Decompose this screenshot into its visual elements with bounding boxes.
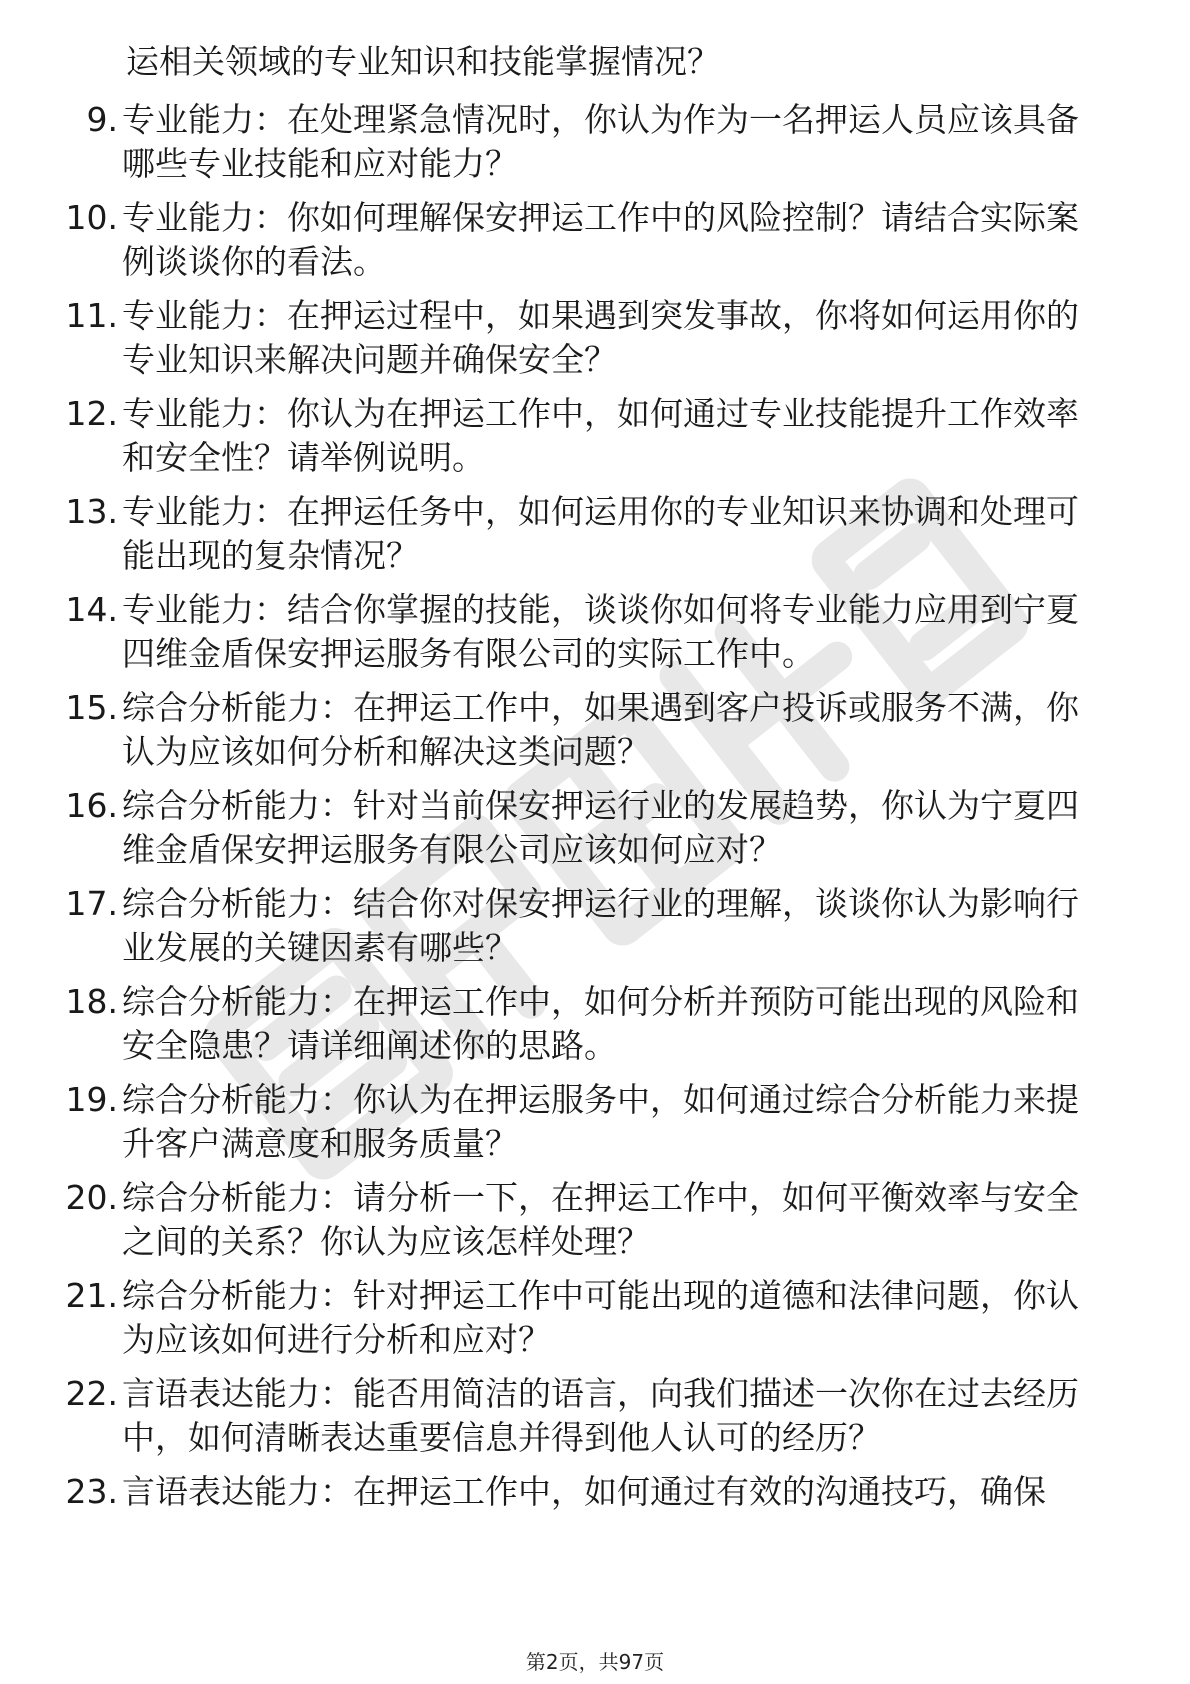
page-content	[0, 40, 1190, 1568]
question-text: 专业能力：在处理紧急情况时，你认为作为一名押运人员应该具备哪些专业技能和应对能力？	[122, 100, 1079, 183]
question-number: 9.	[86, 100, 118, 139]
question-text: 综合分析能力：你认为在押运服务中，如何通过综合分析能力来提升客户满意度和服务质量？	[122, 1080, 1079, 1163]
question-number: 16.	[65, 786, 118, 825]
question-item	[0, 98, 1190, 184]
question-text: 综合分析能力：针对当前保安押运行业的发展趋势，你认为宁夏四维金盾保安押运服务有限公司应该如何应对？	[122, 786, 1079, 869]
question-number: 20.	[65, 1178, 118, 1217]
question-list	[0, 98, 1190, 1556]
question-item	[0, 588, 1190, 674]
question-number: 23.	[65, 1472, 118, 1511]
question-text: 综合分析能力：在押运工作中，如何分析并预防可能出现的风险和安全隐患？请详细阐述你的思路。	[122, 982, 1079, 1065]
question-item	[0, 490, 1190, 576]
question-number: 13.	[65, 492, 118, 531]
question-item	[0, 882, 1190, 968]
question-text: 言语表达能力：在押运工作中，如何通过有效的沟通技巧，确保	[122, 1472, 1046, 1511]
question-number: 10.	[65, 198, 118, 237]
question-item	[0, 392, 1190, 478]
question-text: 专业能力：结合你掌握的技能，谈谈你如何将专业能力应用到宁夏四维金盾保安押运服务有限公司的实际工作中。	[122, 590, 1079, 673]
question-item	[0, 1470, 1190, 1556]
question-number: 14.	[65, 590, 118, 629]
question-item	[0, 1176, 1190, 1262]
question-text: 专业能力：你如何理解保安押运工作中的风险控制？请结合实际案例谈谈你的看法。	[122, 198, 1079, 281]
question-number: 17.	[65, 884, 118, 923]
question-text: 综合分析能力：在押运工作中，如果遇到客户投诉或服务不满，你认为应该如何分析和解决这类问题？	[122, 688, 1079, 771]
question-number: 12.	[65, 394, 118, 433]
question-item	[0, 686, 1190, 772]
question-text: 综合分析能力：请分析一下，在押运工作中，如何平衡效率与安全之间的关系？你认为应该怎样处理？	[122, 1178, 1079, 1261]
continued-question-text: 运相关领域的专业知识和技能掌握情况？	[126, 42, 720, 81]
question-text: 言语表达能力：能否用简洁的语言，向我们描述一次你在过去经历中，如何清晰表达重要信息并得到他人认可的经历？	[122, 1374, 1079, 1457]
question-item	[0, 980, 1190, 1066]
question-item	[0, 294, 1190, 380]
question-number: 19.	[65, 1080, 118, 1119]
question-number: 15.	[65, 688, 118, 727]
question-number: 11.	[65, 296, 118, 335]
question-number: 22.	[65, 1374, 118, 1413]
question-item	[0, 1372, 1190, 1458]
question-text: 综合分析能力：针对押运工作中可能出现的道德和法律问题，你认为应该如何进行分析和应对？	[122, 1276, 1079, 1359]
question-text: 专业能力：你认为在押运工作中，如何通过专业技能提升工作效率和安全性？请举例说明。	[122, 394, 1079, 477]
page-footer: 第2页，共97页	[525, 1650, 665, 1674]
question-item	[0, 1274, 1190, 1360]
question-item	[0, 784, 1190, 870]
question-text: 专业能力：在押运过程中，如果遇到突发事故，你将如何运用你的专业知识来解决问题并确保安全？	[122, 296, 1079, 379]
question-item	[0, 1078, 1190, 1164]
question-item	[0, 196, 1190, 282]
question-text: 专业能力：在押运任务中，如何运用你的专业知识来协调和处理可能出现的复杂情况？	[122, 492, 1079, 575]
question-text: 综合分析能力：结合你对保安押运行业的理解，谈谈你认为影响行业发展的关键因素有哪些？	[122, 884, 1079, 967]
question-number: 21.	[65, 1276, 118, 1315]
question-number: 18.	[65, 982, 118, 1021]
